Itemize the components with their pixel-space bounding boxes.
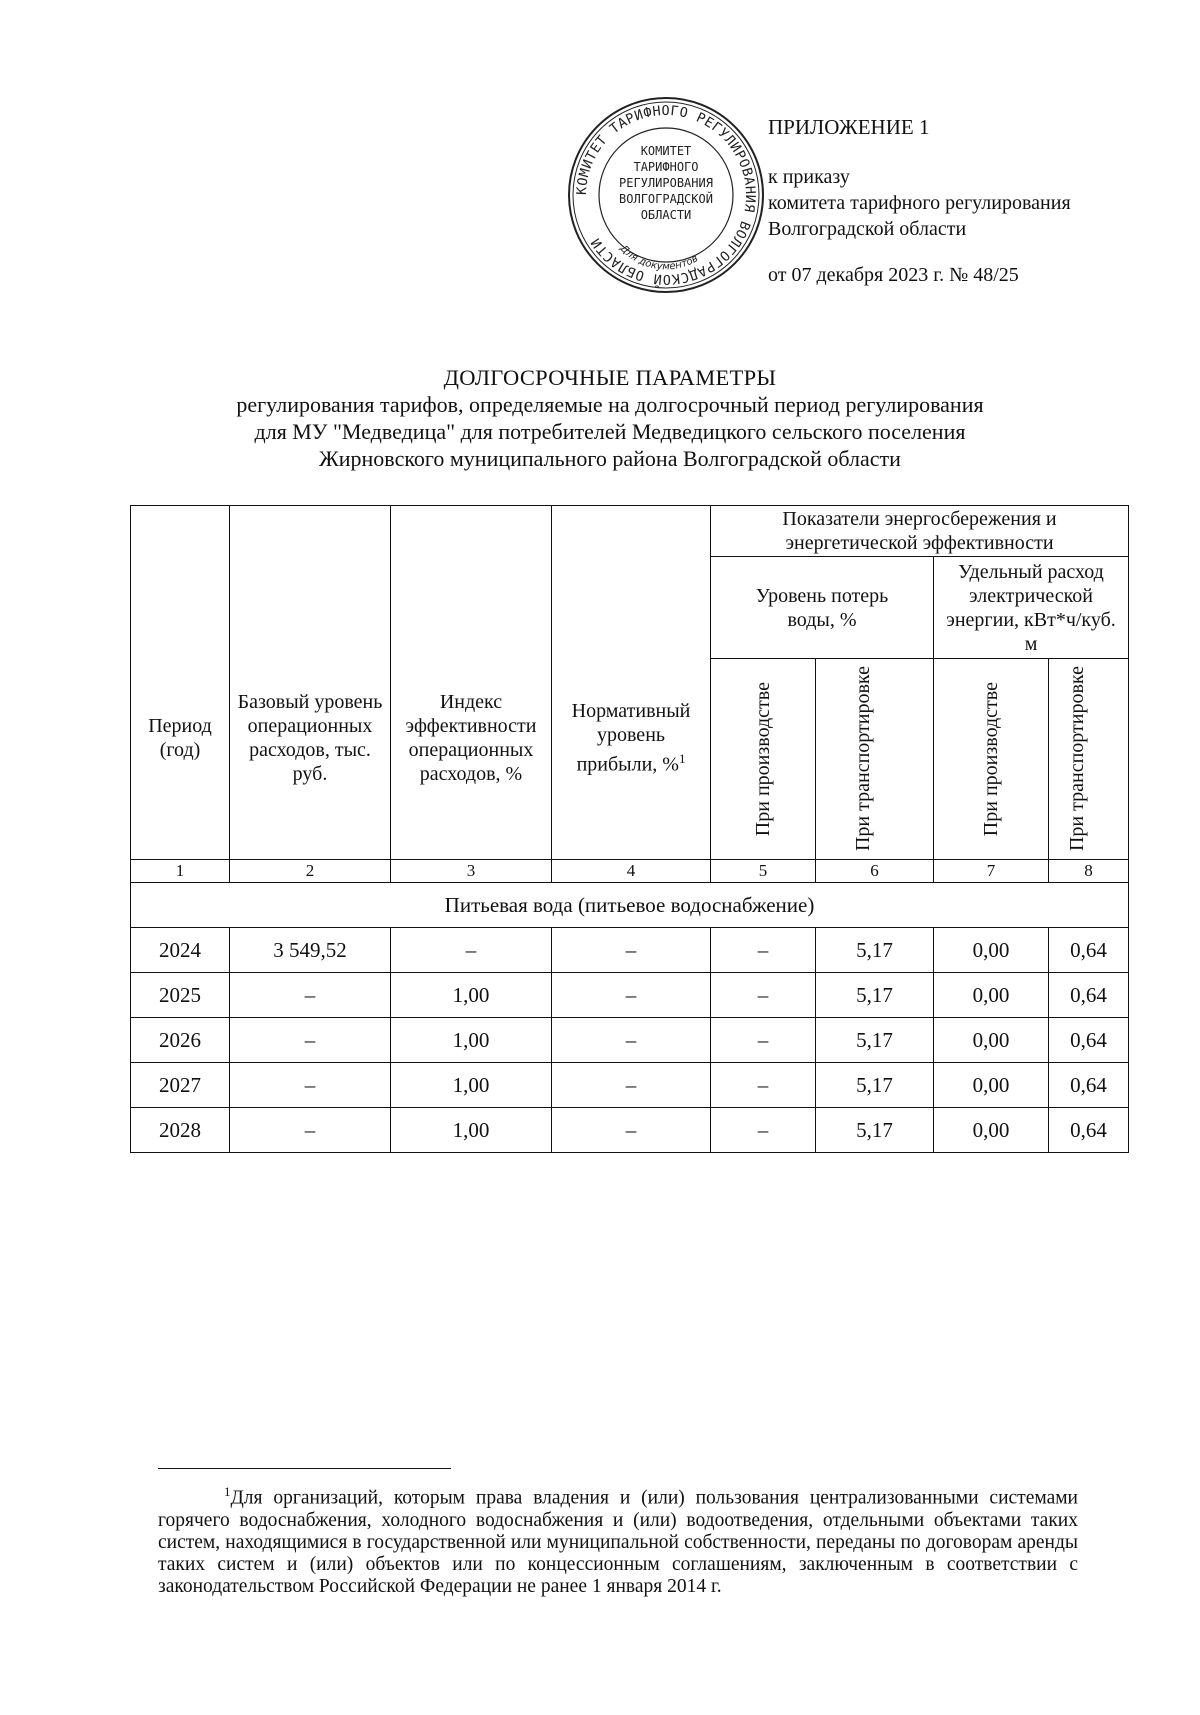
title-main: ДОЛГОСРОЧНЫЕ ПАРАМЕТРЫ xyxy=(443,365,777,390)
stamp-line: ТАРИФНОГО xyxy=(633,160,699,174)
stamp-line: РЕГУЛИРОВАНИЯ xyxy=(619,176,713,190)
cell-energy-transport: 0,64 xyxy=(1049,1108,1129,1153)
header-energy-transport: При транспортировке xyxy=(1049,659,1129,860)
table-row xyxy=(131,928,1129,973)
cell-profit-level: – xyxy=(552,1108,711,1153)
cell-period: 2027 xyxy=(131,1063,230,1108)
appendix-line: Волгоградской области xyxy=(768,218,967,240)
cell-losses-production: – xyxy=(711,1108,816,1153)
cell-base-opex: – xyxy=(230,1108,391,1153)
header-period: Период (год) xyxy=(131,506,230,860)
appendix-line: комитета тарифного регулирования xyxy=(768,192,1071,214)
section-title: Питьевая вода (питьевое водоснабжение) xyxy=(131,883,1129,928)
cell-efficiency-index: 1,00 xyxy=(391,1018,552,1063)
table-row xyxy=(131,1018,1129,1063)
cell-energy-transport: 0,64 xyxy=(1049,928,1129,973)
footnote-mark: 1 xyxy=(224,1484,231,1499)
cell-efficiency-index: 1,00 xyxy=(391,1063,552,1108)
cell-losses-production: – xyxy=(711,1063,816,1108)
column-number: 5 xyxy=(711,860,816,883)
header-losses-transport: При транспортировке xyxy=(816,659,934,860)
cell-losses-transport: 5,17 xyxy=(816,1018,934,1063)
cell-profit-level: – xyxy=(552,973,711,1018)
stamp-inner-text: Для документов xyxy=(617,243,701,273)
cell-losses-production: – xyxy=(711,973,816,1018)
cell-energy-transport: 0,64 xyxy=(1049,1063,1129,1108)
header-energy-production: При производстве xyxy=(934,659,1049,860)
appendix-line: к приказу xyxy=(768,166,850,188)
stamp-outer-text: КОМИТЕТ ТАРИФНОГО РЕГУЛИРОВАНИЯ ВОЛГОГРАДСКОЙ ОБЛАСТИ xyxy=(573,102,759,288)
column-number: 8 xyxy=(1049,860,1129,883)
cell-losses-transport: 5,17 xyxy=(816,1108,934,1153)
stamp-line: КОМИТЕТ xyxy=(640,144,692,158)
document-title xyxy=(130,364,1090,472)
cell-base-opex: – xyxy=(230,1063,391,1108)
cell-losses-transport: 5,17 xyxy=(816,1063,934,1108)
cell-energy-production: 0,00 xyxy=(934,1063,1049,1108)
cell-losses-production: – xyxy=(711,928,816,973)
cell-losses-transport: 5,17 xyxy=(816,928,934,973)
cell-profit-level: – xyxy=(552,1063,711,1108)
cell-period: 2024 xyxy=(131,928,230,973)
cell-energy-production: 0,00 xyxy=(934,1108,1049,1153)
table-row xyxy=(131,973,1129,1018)
column-number: 3 xyxy=(391,860,552,883)
column-number: 2 xyxy=(230,860,391,883)
cell-profit-level: – xyxy=(552,1018,711,1063)
cell-energy-production: 0,00 xyxy=(934,928,1049,973)
column-numbers-row xyxy=(131,860,1129,883)
column-number: 6 xyxy=(816,860,934,883)
appendix-title: ПРИЛОЖЕНИЕ 1 xyxy=(768,115,930,139)
official-stamp xyxy=(566,95,766,295)
header-losses-production: При производстве xyxy=(711,659,816,860)
header-energy-indicators: Показатели энергосбережения и энергетической эффективности xyxy=(711,506,1129,557)
cell-energy-production: 0,00 xyxy=(934,1018,1049,1063)
cell-losses-transport: 5,17 xyxy=(816,973,934,1018)
title-subtitle: Жирновского муниципального района Волгоградской области xyxy=(319,446,901,471)
column-number: 1 xyxy=(131,860,230,883)
footnote xyxy=(158,1481,1078,1598)
header-water-losses: Уровень потерь воды, % xyxy=(711,557,934,659)
table-row xyxy=(131,1108,1129,1153)
header-specific-energy: Удельный расход электрической энергии, кВт*ч/куб. м xyxy=(934,557,1129,659)
cell-base-opex: – xyxy=(230,973,391,1018)
table-row xyxy=(131,1063,1129,1108)
stamp-line: ОБЛАСТИ xyxy=(640,208,692,222)
title-subtitle: регулирования тарифов, определяемые на долгосрочный период регулирования xyxy=(236,392,984,417)
appendix-date: от 07 декабря 2023 г. № 48/25 xyxy=(768,264,1019,286)
cell-profit-level: – xyxy=(552,928,711,973)
cell-base-opex: 3 549,52 xyxy=(230,928,391,973)
column-number: 4 xyxy=(552,860,711,883)
cell-energy-transport: 0,64 xyxy=(1049,973,1129,1018)
column-number: 7 xyxy=(934,860,1049,883)
cell-efficiency-index: 1,00 xyxy=(391,1108,552,1153)
parameters-table xyxy=(130,505,1129,1153)
footnote-separator xyxy=(158,1468,451,1469)
footnote-text: Для организаций, которым права владения и (или) пользования централизованными системами горячего водоснабжения, холодного водоснабжения и (или) водоотведения, отдельными объектами таких систем, находящимися в государственной или муниципальной собственности, переданы по договорам аренды таких систем и (или) объектов или по концессионным соглашениям, заключенным в соответствии с законодательством Российской Федерации не ранее 1 января 2014 г. xyxy=(158,1487,1078,1597)
header-base-opex: Базовый уровень операционных расходов, тыс. руб. xyxy=(230,506,391,860)
cell-energy-transport: 0,64 xyxy=(1049,1018,1129,1063)
cell-efficiency-index: 1,00 xyxy=(391,973,552,1018)
cell-period: 2025 xyxy=(131,973,230,1018)
cell-base-opex: – xyxy=(230,1018,391,1063)
cell-period: 2028 xyxy=(131,1108,230,1153)
section-row xyxy=(131,883,1129,928)
cell-period: 2026 xyxy=(131,1018,230,1063)
cell-efficiency-index: – xyxy=(391,928,552,973)
cell-losses-production: – xyxy=(711,1018,816,1063)
title-subtitle: для МУ "Медведица" для потребителей Медведицкого сельского поселения xyxy=(254,419,966,444)
cell-energy-production: 0,00 xyxy=(934,973,1049,1018)
header-profit-level: Нормативный уровень прибыли, %$^1$ xyxy=(552,506,711,860)
header-efficiency-index: Индекс эффективности операционных расходов, % xyxy=(391,506,552,860)
stamp-line: ВОЛГОГРАДСКОЙ xyxy=(619,192,713,206)
